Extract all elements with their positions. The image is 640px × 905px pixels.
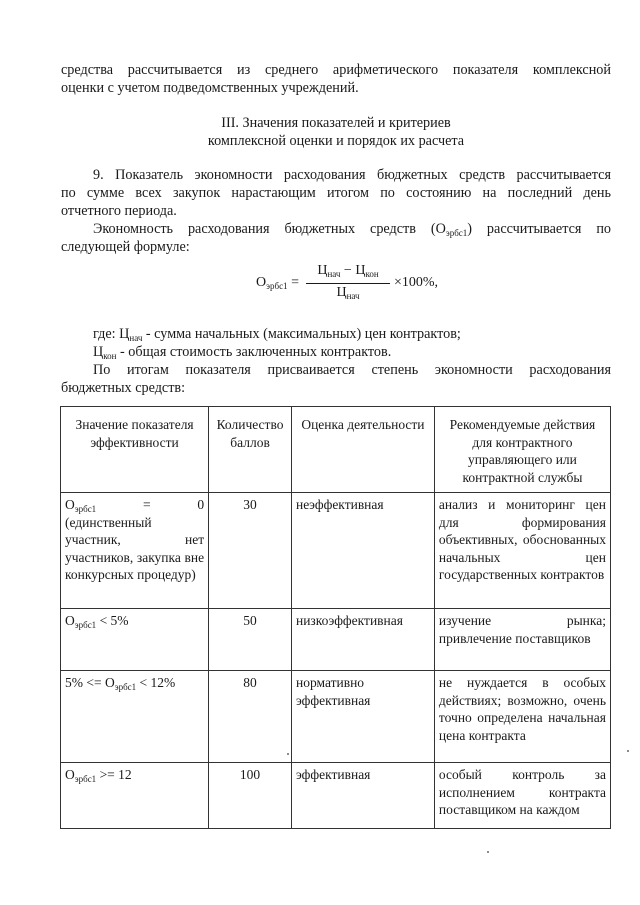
econ-line-1: Экономность расходования бюджетных средств $(О_{эрбс1})$ рассчитывается по: [93, 221, 612, 238]
formula-denominator: $Ц_{нач}$: [336, 285, 360, 301]
row-action: не нуждается в особых действиях; возможно, очень точно определена начальная цена контракта: [434, 671, 610, 763]
criteria-table: [60, 406, 611, 829]
scan-speck: [487, 851, 489, 853]
formula-tail: ×100%,: [394, 275, 439, 290]
row-score: 50: [209, 609, 292, 671]
econ-line-2: следующей формуле:: [61, 239, 190, 255]
row-action: анализ и мониторинг цен для формирования объективных, обоснованных начальных цен государственных контрактов: [434, 493, 610, 609]
row-score: 100: [209, 763, 292, 829]
table-row: [61, 763, 611, 829]
row-action: особый контроль за исполнением контракта поставщиком на каждом: [434, 763, 610, 829]
header-indicator-value: Значение показателя эффективности: [61, 407, 209, 493]
row-value: $5\% <= О_{эрбс1} < 12\%$: [61, 671, 209, 763]
row-assessment: низкоэффективная: [291, 609, 434, 671]
scan-speck: [287, 753, 289, 755]
formula-fraction-bar: [306, 283, 390, 284]
table-row: [61, 493, 611, 609]
header-score: Количество баллов: [209, 407, 292, 493]
row-value: $О_{эрбс1} >= 12$: [61, 763, 209, 829]
section-title-line-2: комплексной оценки и порядок их расчета: [207, 133, 465, 149]
formula-lhs: $О_{эрбс1}$ =: [256, 275, 299, 291]
row-value: $О_{эрбс1} = 0$ (единственный участник, нет участников, закупка вне конкурсных процедур): [61, 493, 209, 609]
header-recommended-actions: Рекомендуемые действия для контрактного управляющего или контрактной службы: [434, 407, 610, 493]
para9-line-3: отчетного периода.: [61, 203, 177, 219]
para9-line-1: 9. Показатель экономности расходования бюджетных средств рассчитывается: [93, 167, 611, 183]
row-score: 30: [209, 493, 292, 609]
row-action: изучение рынка; привлечение поставщиков: [434, 609, 610, 671]
table-header-row: [61, 407, 611, 493]
intro-line-1: средства рассчитывается из среднего арифметического показателя комплексной: [61, 62, 611, 78]
row-value: $О_{эрбс1} < 5\%$: [61, 609, 209, 671]
row-assessment: эффективная: [291, 763, 434, 829]
table-row: [61, 671, 611, 763]
para9-line-2: по сумме всех закупок нарастающим итогом по состоянию на последний день: [61, 185, 611, 201]
formula-numerator: $Ц_{нач} - Ц_{кон}$: [317, 263, 379, 279]
result-line-2: бюджетных средств:: [61, 380, 186, 396]
scan-speck: [627, 750, 629, 752]
intro-line-2: оценки с учетом подведомственных учреждений.: [61, 80, 359, 96]
result-line-1: По итогам показателя присваивается степень экономности расходования: [93, 362, 611, 378]
section-title-line-1: III. Значения показателей и критериев: [221, 115, 451, 131]
row-assessment: нормативно эффективная: [291, 671, 434, 763]
header-assessment: Оценка деятельности: [291, 407, 434, 493]
table-row: [61, 609, 611, 671]
where-line-2: $Ц_{кон}$ - общая стоимость заключенных контрактов.: [93, 344, 392, 361]
economy-formula: [256, 263, 439, 303]
row-assessment: неэффективная: [291, 493, 434, 609]
where-line-1: где: $Ц_{нач}$ - сумма начальных (максимальных) цен контрактов;: [93, 326, 461, 343]
row-score: 80: [209, 671, 292, 763]
